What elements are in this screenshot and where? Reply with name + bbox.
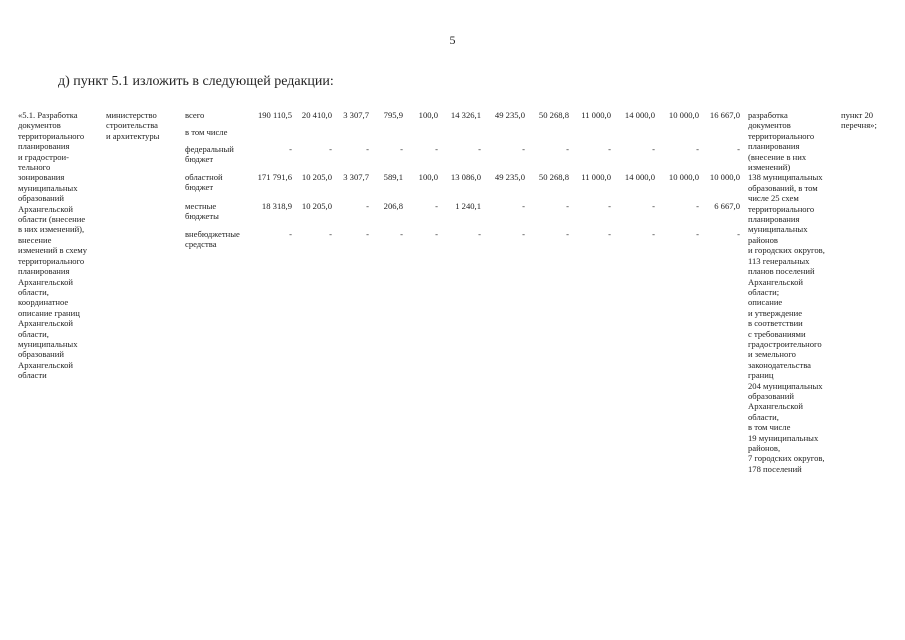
- value-cell: -: [366, 144, 369, 154]
- value-cell: -: [478, 229, 481, 239]
- value-cell: -: [737, 144, 740, 154]
- row-label: всего: [185, 110, 205, 120]
- value-cell: -: [652, 201, 655, 211]
- value-cell: -: [435, 201, 438, 211]
- value-cell: -: [522, 229, 525, 239]
- value-cell: 190 110,5: [257, 110, 292, 120]
- value-cell: -: [696, 144, 699, 154]
- value-cell: 14 000,0: [624, 172, 655, 182]
- value-cell: 171 791,6: [257, 172, 292, 182]
- value-cell: 14 000,0: [624, 110, 655, 120]
- value-cell: -: [366, 229, 369, 239]
- value-cell: -: [608, 229, 611, 239]
- value-cell: -: [566, 144, 569, 154]
- value-cell: 589,1: [383, 172, 403, 182]
- value-cell: -: [329, 229, 332, 239]
- value-cell: 49 235,0: [494, 172, 525, 182]
- result-cell: разработка документов территориального планирования (внесение в них изменений) 138 муниципальных образований, в том числе 25 схем территориального планирования муниципальных районов и городских округов, 113 генеральных планов поселений Архангельской области; описание и утверждение в соответствии с требованиями градостроительного и земельного законодательства границ 204 муниципальных образований Архангельской области, в том числе 19 муниципальных районов, 7 городских округов, 178 поселений: [748, 110, 825, 474]
- value-cell: -: [435, 229, 438, 239]
- activity-cell: «5.1. Разработка документов территориального планирования и градострои- тельного зонирования муниципальных образований Архангельской области (внесение в них изменений), внесение изменений в схему территориального планирования Архангельской области, координатное описание границ Архангельской области, муниципальных образований Архангельской области: [18, 110, 88, 381]
- value-cell: 100,0: [418, 110, 438, 120]
- value-cell: -: [435, 144, 438, 154]
- reference-cell: пункт 20 перечня»;: [841, 110, 877, 131]
- value-cell: 14 326,1: [450, 110, 481, 120]
- value-cell: 6 667,0: [714, 201, 740, 211]
- value-cell: -: [289, 144, 292, 154]
- row-label: в том числе: [185, 127, 228, 137]
- value-cell: 20 410,0: [301, 110, 332, 120]
- value-cell: 49 235,0: [494, 110, 525, 120]
- value-cell: 100,0: [418, 172, 438, 182]
- value-cell: -: [289, 229, 292, 239]
- page-number: 5: [449, 33, 456, 47]
- value-cell: 18 318,9: [261, 201, 292, 211]
- value-cell: 3 307,7: [343, 110, 369, 120]
- value-cell: 16 667,0: [709, 110, 740, 120]
- value-cell: -: [566, 201, 569, 211]
- value-cell: -: [652, 144, 655, 154]
- value-cell: -: [696, 229, 699, 239]
- value-cell: -: [478, 144, 481, 154]
- value-cell: 10 000,0: [668, 110, 699, 120]
- row-label: местные бюджеты: [185, 201, 219, 222]
- value-cell: -: [329, 144, 332, 154]
- value-cell: 795,9: [383, 110, 403, 120]
- value-cell: 50 268,8: [538, 172, 569, 182]
- value-cell: 3 307,7: [343, 172, 369, 182]
- value-cell: -: [608, 144, 611, 154]
- value-cell: 11 000,0: [581, 110, 611, 120]
- value-cell: 10 205,0: [301, 201, 332, 211]
- value-cell: -: [522, 144, 525, 154]
- value-cell: 11 000,0: [581, 172, 611, 182]
- value-cell: -: [566, 229, 569, 239]
- value-cell: -: [522, 201, 525, 211]
- value-cell: -: [366, 201, 369, 211]
- value-cell: -: [400, 144, 403, 154]
- value-cell: -: [696, 201, 699, 211]
- amendment-heading: д) пункт 5.1 изложить в следующей редакции:: [58, 74, 334, 89]
- executor-cell: министерство строительства и архитектуры: [106, 110, 160, 141]
- value-cell: -: [608, 201, 611, 211]
- value-cell: 206,8: [383, 201, 403, 211]
- value-cell: 50 268,8: [538, 110, 569, 120]
- row-label: внебюджетные средства: [185, 229, 240, 250]
- value-cell: 10 000,0: [709, 172, 740, 182]
- value-cell: 10 000,0: [668, 172, 699, 182]
- row-label: областной бюджет: [185, 172, 223, 193]
- row-label: федеральный бюджет: [185, 144, 234, 165]
- value-cell: 1 240,1: [455, 201, 481, 211]
- value-cell: -: [400, 229, 403, 239]
- value-cell: -: [652, 229, 655, 239]
- value-cell: 13 086,0: [450, 172, 481, 182]
- value-cell: -: [737, 229, 740, 239]
- value-cell: 10 205,0: [301, 172, 332, 182]
